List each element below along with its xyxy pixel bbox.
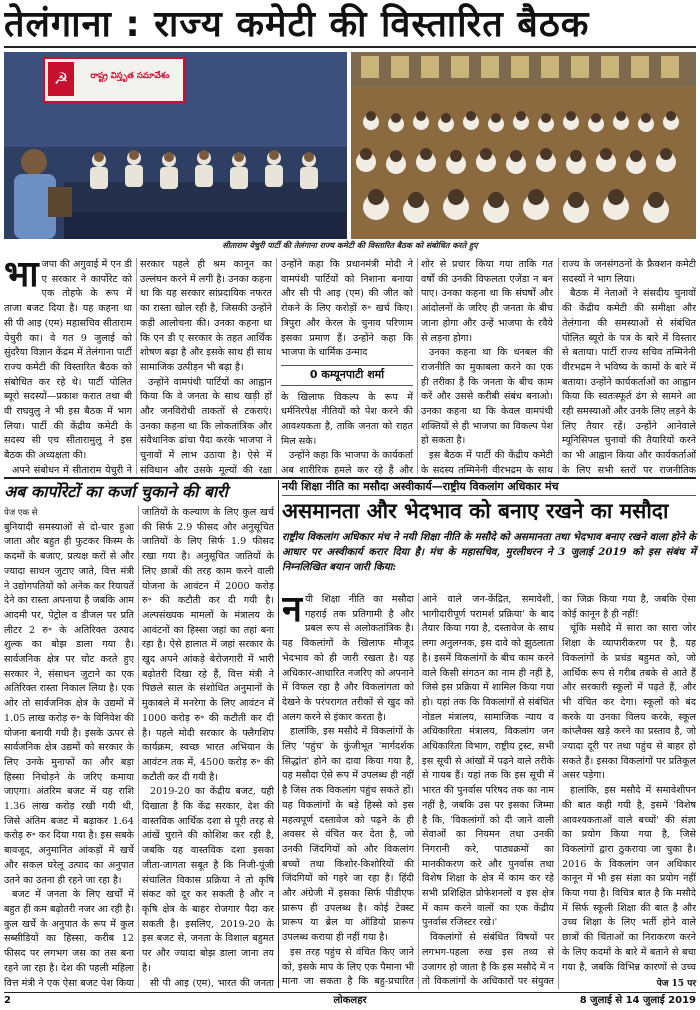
main-headline: तेलंगाना : राज्य कमेटी की विस्तारित बैठक [4,4,590,45]
story3-col3 [562,593,696,973]
story2-col2 [142,506,274,988]
story3-para: इस तरह पहुंच से वंचित किए जाने को, इसके माप के लिए एक पैमाना भी माना जा सकता है कि बहु-प्रचारित [282,946,414,988]
story3-para: चूंकि मसौदे में सारा का सारा जोर शिक्षा के व्यापारीकरण पर है, यह विकलांगों के प्रचंड बहुमत को, जो आर्थिक रूप से गरीब तबके से आते हैं और सरकारी स्कूलों में पढ़ते हैं, और भी वंचित कर देगा। स्कूलों को बंद करके या उनका विलय करके, स्कूल कांप्लैक्स खड़े करने का प्रस्ताव है, जो ज्यादा दूरी पर तथा पहुंच से बाहर हो सकते हैं। इसका विकलांगों पर प्रतिकूल असर पड़ेगा। [562,623,696,782]
story3-dropcap: न [282,593,302,630]
story2-continued-from: पेज एक से [4,508,38,518]
story1-para: उनका कहना था कि धनबल की राजनीति का मुकाबला करने का एक ही तरीका है कि जनता के बीच काम करें और उससे करीबी संबंध बनाओ। उनका कहना था कि केवल वामपंथी शक्तियों से ही भाजपा का विकल्प पेश हो सकता है। [421,347,553,447]
column-rule [558,258,559,474]
story1-para [562,287,696,476]
story1-para: राज्य के जनसंगठनों के फ्रैक्शन कमेटी सदस्यों ने भाग लिया। [562,259,696,285]
story1-para: सरकार पहले ही श्रम कानून का उल्लंघन करने में लगी है। उनका कहना था कि यह सरकार सांप्रदायिक नफरत का रास्ता खोल रही है, जिसकी उन्होंने कड़ी आलोचना की। उनका कहना था कि एन डी ए सरकार के तहत आर्थिक शोषण बढ़ा है और इसके साथ ही साथ सामाजिक उत्पीड़न भी बढ़ा है। [140,259,272,373]
column-rule [558,593,559,989]
story3-para: का जिक्र किया गया है, जबकि ऐसा कोई कानून है ही नहीं! [562,594,696,620]
story1-col2 [140,258,272,476]
story3-intro: राष्ट्रीय विकलांग अधिकार मंच ने नयी शिक्षा नीति के मसौदे को असमानता तथा भेदभाव बनाए रखने वाला होने के आधार पर अस्वीकार्य करार दिया है। मंच के महासचिव, मुरलीधरन ने 3 जुलाई 2019 को इस संबंध में निम्नलिखित बयान जारी किया: [282,531,696,573]
page-footer [4,992,696,1008]
story3-para: आने वाले जन-केंद्रित, समावेशी, भागीदारीपूर्ण परामर्श प्रक्रिया' के बाद तैयार किया गया है, दस्तावेज के साथ लगा अनुलग्नक, इस दावे को झुठलाता है। इसमें विकलांगों के बीच काम करने वाले किसी संगठन का नाम ही नहीं है, जिसे इस प्रक्रिया में शामिल किया गया हो। यहां तक कि विकलांगों से संबंधित नोडल मंत्रालय, सामाजिक न्याय व अधिकारिता मंत्रालय, विकलांग जन अधिकारिता विभाग, राष्ट्रीय ट्रस्ट, सभी इस सूची से आंखों में पढ़ने वाले तरीके से गायब हैं। यहां तक कि इस सूची में भारत की पुनर्वास परिषद तक का नाम नहीं है, जबकि उस पर इसका जिम्मा है कि, 'विकलांगों को दी जाने वाली सेवाओं का नियमन तथा उनकी निगरानी करे, पाठ्यक्रमों का मानकीकरण करे और पुनर्वास तथा विशेष शिक्षा के क्षेत्र में काम कर रहे सभी प्रशिक्षित प्रोफेशनलों व इस क्षेत्र में काम करने वालों का एक केंद्रीय पुनर्वास रजिस्टर रखे।' [422,594,554,929]
photo-strip [4,52,696,239]
story1-byline: 0 कम्यूनपाटी शर्मा [281,365,413,386]
photo-audience [351,52,696,239]
banner-text: రాష్ట్ర విస్తృత సమావేశం [90,71,170,81]
story2-text: सी पी आइ (एम), भारत की जनता [150,977,274,988]
story3-text: यी शिक्षा नीति का मसौदा गहराई तक प्रतिगामी है और प्रबल रूप से अलोकतांत्रिक है। यह विकलांगों के खिलाफ मौजूद भेदभाव को ही जारी रखता है। यह अधिकार-आधारित नजरिए को अपनाने में विफल रहा है और विकलांगता को देखने के परंपरागत तरीकों से खुद को अलग करने से इंकार करता है। [282,594,414,723]
column-rule [418,593,419,989]
story1-para: अपने संबोधन में सीताराम येचुरी ने [12,464,132,476]
story1-col1 [4,258,132,476]
story1-col5 [562,258,696,476]
column-rule [138,506,139,988]
story1-para: इस बैठक में पार्टी की केंद्रीय कमेटी के सदस्य तम्मिनेनी वीरभद्रम के साथ [421,450,553,476]
story1-para: उन्होंने कहा कि प्रधानमंत्री मोदी ने वामपंथी पार्टियों को निशाना बनाया और सी पी आइ (एम) की जीत को रोकने के लिए करोड़ों रु॰ खर्च किए। त्रिपुरा और केरल के चुनाव परिणाम इसका प्रमाण हैं। उन्होंने कहा कि भाजपा के धार्मिक उन्माद [281,259,413,359]
story1-dropcap: भा [4,258,39,295]
story2-para: जातियों के कल्याण के लिए कुल खर्च की सिर्फ 2.9 फीसद और अनुसूचित जातियों के लिए सिर्फ 1.9 फीसद रखा गया है। अनुसूचित जातियों के लिए छात्रों की तरह काम करने वाली योजना के आवंटन में 2000 करोड़ रु॰ की कटौती कर दी गयी है। अल्पसंख्यक मामलों के मंत्रालय के आवंटनों का हिस्सा जहां का तहां बना रहा है। ऐसे हालात में जहां सरकार के खुद अपने आंकड़े बेरोजगारी में भारी बढ़ोतरी दिखा रहे हैं, वित्त मंत्री ने पिछले साल के संशोधित अनुमानों के मुकाबले में मनरेगा के लिए आवंटन में 1000 करोड़ रु॰ की कटौती कर दी है। पहले मोदी सरकार के फ्लैगशिप कार्यक्रम, स्वच्छ भारत अभियान के आवंटन तक में, 4500 करोड़ रु॰ की कटौती कर दी गयी है। [142,507,274,783]
story3-para: हालांकि, इस मसौदे में विकलांगों के लिए 'पहुंच' के कुंजीभूत 'मार्गदर्शक सिद्धांत' होने का दावा किया गया है, यह मसौदा ऐसे रूप में उपलब्ध ही नहीं है जिस तक विकलांग पहुंच सकते हों। यह विकलांगों के बड़े हिस्से को इस महत्वपूर्ण दस्तावेज को पढ़ने के ही अवसर से वंचित कर देता है, जो उनकी जिंदगियों को और विकलांग बच्चों तथा किशोर-किशोरियों की जिंदगियों को गहरे जा रहा है। हिंदी और अंग्रेजी में इसका सिर्फ पीडीएफ प्रारूप ही उपलब्ध है। कोई टेक्स्ट प्रारूप या ब्रेल या ऑडियो प्रारूप उपलब्ध कराया ही नहीं गया है। [282,726,414,944]
story2-para: 2019-20 का केंद्रीय बजट, यही दिखाता है कि केंद्र सरकार, देश की वास्तविक आर्थिक दशा से पूरी तरह से आंखें चुराने की कोशिश कर रही है, जबकि यह वास्तविक दशा इसका जीता-जागता सबूत है कि निजी-पूंजी संचालित विकास प्रक्रिया ने तो कृषि संकट को दूर कर सकती है और न कृषि क्षेत्र के बाहर रोजगार पैदा कर सकती है। इसलिए, 2019-20 के इस बजट से, जनता के विशाल बहुमत पर और ज्यादा बोझ डाला जाना तय है। [142,786,274,974]
story2-para: बजट में जनता के लिए खर्चों में बहुत ही कम बढ़ोतरी नजर आ रही है। कुल खर्चे के अनुपात के रूप में कुल सब्सीडियों का हिस्सा, करीब 12 फीसद पर लगभग जस का तस बना रहने जा रहा है। देश की पहली महिला वित्त मंत्री ने एक ऐसा बजट पेश किया [4,889,134,988]
page-header [4,2,696,48]
photo-caption: सीताराम येचुरी पार्टी की तेलंगाना राज्य कमेटी की विस्तारित बैठक को संबोधित करते हुए [222,240,478,250]
column-rule [276,258,277,474]
audience-photo-illustration [351,52,696,239]
column-rule [278,480,279,988]
stage-photo-illustration [4,52,347,239]
page-number: 2 [4,995,11,1006]
column-rule [417,258,418,474]
story3-para: विकलांगों से संबंधित विषयों पर लगभग-पहला रुख इस तथ्य से उजागर हो जाता है कि इस मसौदे में न तो विकलांगों के अधिकारों पर संयुक्त [422,932,554,988]
story3-col1 [282,593,414,989]
newspaper-name: लोकलहर [333,995,367,1006]
column-rule [136,258,137,474]
story1-para: के खिलाफ विकल्प के रूप में धर्मनिरपेक्ष नीतियों को पेश करने की आवश्यकता है, ताकि जनता को राहत मिल सके। [281,391,413,447]
story1-para: उन्होंने कहा कि भाजपा के कार्यकर्ता अब शारीरिक हमले कर रहे हैं और [281,450,413,476]
story3-kicker: नयी शिक्षा नीति का मसौदा अस्वीकार्य—राष्ट्रीय विकलांग अधिकार मंच [282,479,696,496]
story2-para: बुनियादी समस्याओं से दो-चार हुआ जाता और बहुत ही फुटकर किस्म के कदमों के बजाए, प्रत्यक्ष करों से और ज्यादा साधन जुटाए जाते, वित्त मंत्री ने उद्योगपतियों को अनेक कर रियायतें देने का रास्ता अपनाया है जबकि आम आदमी पर, पेट्रोल व डीजल पर प्रति लीटर 2 रु॰ के अतिरिक्त उत्पाद शुल्क का बोझ डाला गया है। सार्वजनिक क्षेत्र पर चोट करते हुए सरकार ने, संसाधन जुटाने का एक अतिरिक्त रास्ता निकाल लिया है। एक ओर तो सार्वजनिक क्षेत्र के उद्यमों में 1.05 लाख करोड़ रु॰ के विनिवेश की योजना बनायी गयी है। इसके ऊपर से सार्वजनिक क्षेत्र उद्यमों को सरकार के लिए उनके मुनाफों का और बड़ा हिस्सा निचोड़ने के जरिए कमाया जाएगा। अंतरिम बजट में यह राशि 1.36 लाख करोड़ रखी गयी थी, जिसे अंतिम बजट में बढ़ाकर 1.64 करोड़ रु॰ कर दिया गया है। इस सबके बावजूद, अनुमानित आंकड़ों में खर्चे और सकल घरेलू उत्पाद का अनुपात उतने का उतना ही रहने जा रहा है। [4,521,134,886]
issue-date: 8 जुलाई से 14 जुलाई 2019 [579,995,696,1006]
photo-stage [4,52,347,239]
story3-continued-to: पेज 15 पर [656,979,696,989]
story2-col1 [4,506,134,988]
svg-text:☭: ☭ [53,69,69,88]
story1-text: बैठक में नेताओं ने संसदीय चुनावों की केंद्रीय कमेटी की समीक्षा और तेलंगाना की समस्याओं से संबंधित पोलित ब्यूरो के पत्र के बारे में विस्तार से बताया। पार्टी राज्य सचिव तम्मिनेनी वीरभद्रम ने भविष्य के कामों के बारे में बताया। उन्होंने कार्यकर्ताओं का आह्वान किया कि स्वतःस्फूर्त ढंग से सामने आ रही समस्याओं और उनके लिए लड़ने के लिए तैयार रहें। उन्होंने आनेवाले म्यूनिसिपल चुनावों की तैयारियों करने का भी आह्वान किया और कार्यकर्ताओं के लिए सभी स्तरों पर राजनीतिक [562,288,696,476]
story2-para [142,977,274,989]
story1-col4 [421,258,553,476]
story2-headline: अब कार्पोरेटों का कर्जा चुकाने की बारी [4,482,228,501]
story1-text: जपा की अगुवाई में एन डी ए सरकार ने कार्पोरेट को एक तोहफे के रूप में ताजा बजट दिया है। यह कहना था सी पी आइ (एम) महासचिव सीताराम येचुरी का। वे गत 9 जुलाई को सुंदरैया विज्ञान केंद्रम में तेलंगाना पार्टी राज्य कमेटी की विस्तारित बैठक को संबोधित कर रहे थे। पार्टी पोलित ब्यूरो सदस्यों—प्रकाश करात तथा बी वी राघवुलु ने भी इस बैठक में भाग लिया। पार्टी की केंद्रीय कमेटी के सदस्य सी एच सीतारामुलु ने इस बैठक की अध्यक्षता की। [4,259,132,462]
story1-para: उन्होंने वामपंथी पार्टियों का आह्वान किया कि वे जनता के साथ खड़ी हों और जनविरोधी ताकतों से टकराएं। उनका कहना था कि लोकतांत्रिक और संवैधानिक ढांचा पैदा करके भाजपा ने चुनावों में लाभ उठाया है। ऐसे में संविधान और उसके मूल्यों की रक्षा [140,376,272,476]
story3-para: हालांकि, इस मसौदे में समावेशीपन की बात कही गयी है, इसमें 'विशेष आवश्यकताओं वाले बच्चों' की संज्ञा का प्रयोग किया गया है, जिसे विकलांगों द्वारा ठुकराया जा चुका है। 2016 के विकलांग जन अधिकार कानून में भी इस संज्ञा का प्रयोग नहीं किया गया है। विचित्र बात है कि मसौदे में सिर्फ स्कूली शिक्षा की बात है और उच्च शिक्षा के लिए भर्ती होने वाले छात्रों की चिंताओं का निराकरण करने के लिए कदमों के बारे में बताने से बचा गया है, जबकि विभिन्न कारणों से उच्च [562,785,696,973]
story3-headline: असमानता और भेदभाव को बनाए रखने का मसौदा [282,499,669,523]
story3-col2 [422,593,554,989]
story1-col3 [281,258,413,476]
story1-para: शोर से प्रचार किया गया ताकि गत वर्षों की उनकी विफलता एजेंडा न बन पाए। उनका कहना था कि संघर्षों और आंदोलनों के जरिए ही जनता के बीच जाना होगा और उन्हें भाजपा के रवैये से लड़ना होगा। [421,259,553,344]
story3-para [282,593,414,725]
story1-para [4,258,132,464]
